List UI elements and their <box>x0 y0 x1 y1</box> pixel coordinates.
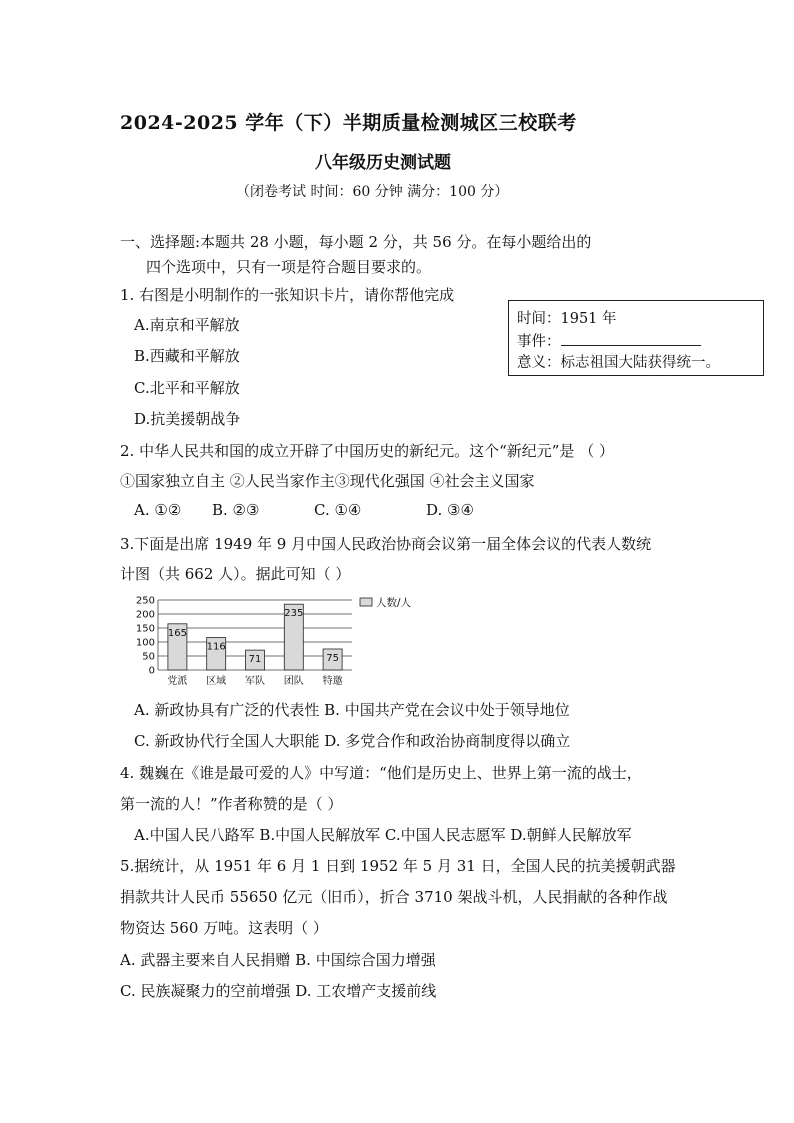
exam-info: （闭卷考试 时间：60 分钟 满分：100 分） <box>236 184 509 200</box>
question-2-option-d: D. ③④ <box>426 501 474 519</box>
card-event-row <box>517 330 701 351</box>
x-tick-label: 区域 <box>206 676 227 687</box>
question-4-stem-cont: 第一流的人！”作者称赞的是（ ） <box>120 795 343 813</box>
question-2-stem: 2. 中华人民共和国的成立开辟了中国历史的新纪元。这个“新纪元”是 （ ） <box>120 442 614 460</box>
question-4-stem: 4. 魏巍在《谁是最可爱的人》中写道：“他们是历史上、世界上第一流的战士， <box>120 764 642 782</box>
knowledge-card <box>508 300 764 376</box>
card-meaning: 意义：标志祖国大陆获得统一。 <box>517 355 720 371</box>
chart-y-ticks <box>136 596 155 677</box>
delegates-bar-chart <box>120 592 440 692</box>
question-3-options-cd: C. 新政协代行全国人大职能 D. 多党合作和政治协商制度得以确立 <box>134 732 571 750</box>
question-3-stem: 3.下面是出席 1949 年 9 月中国人民政治协商会议第一届全体会议的代表人数统 <box>120 535 652 553</box>
y-tick-label: 200 <box>135 609 155 621</box>
question-5-options-ab: A. 武器主要来自人民捐赠 B. 中国综合国力增强 <box>120 951 436 969</box>
question-2-items: ①国家独立自主 ②人民当家作主③现代化强国 ④社会主义国家 <box>120 472 535 490</box>
question-1-option-d: D.抗美援朝战争 <box>134 410 241 428</box>
question-3-options-ab: A. 新政协具有广泛的代表性 B. 中国共产党在会议中处于领导地位 <box>134 701 570 719</box>
card-event-label: 事件： <box>517 334 561 350</box>
y-tick-label: 50 <box>142 651 155 663</box>
bar-value-label: 116 <box>206 641 226 653</box>
exam-title: 2024-2025 学年（下）半期质量检测城区三校联考 <box>120 112 577 134</box>
chart-legend <box>360 596 412 609</box>
y-tick-label: 0 <box>148 665 155 677</box>
legend-swatch <box>360 598 372 606</box>
question-2-option-c: C. ①④ <box>314 501 362 519</box>
y-tick-label: 250 <box>135 595 155 607</box>
chart-x-ticks <box>167 674 342 687</box>
bar-value-label: 235 <box>284 608 304 620</box>
card-event-blank <box>561 333 701 346</box>
legend-label: 人数/人 <box>376 597 412 609</box>
y-tick-label: 150 <box>135 623 155 635</box>
question-1-option-c: C.北平和平解放 <box>134 379 240 397</box>
bar-value-label: 71 <box>248 654 262 666</box>
y-tick-label: 100 <box>135 637 155 649</box>
question-3-stem-cont: 计图（共 662 人）。据此可知（ ） <box>120 565 351 583</box>
question-1-option-b: B.西藏和平解放 <box>134 347 240 365</box>
question-2-option-b: B. ②③ <box>212 501 260 519</box>
question-5-stem: 5.据统计，从 1951 年 6 月 1 日到 1952 年 5 月 31 日，全国人民的抗美援朝武器 <box>120 857 676 875</box>
card-time: 时间：1951 年 <box>517 311 617 327</box>
x-tick-label: 特邀 <box>322 676 343 687</box>
x-tick-label: 党派 <box>167 676 188 687</box>
exam-subtitle: 八年级历史测试题 <box>315 153 451 173</box>
question-2-option-a: A. ①② <box>134 501 182 519</box>
question-5-stem-cont1: 捐款共计人民币 55650 亿元（旧币），折合 3710 架战斗机，人民捐献的各种作战 <box>120 888 668 906</box>
x-tick-label: 军队 <box>245 676 265 687</box>
section-heading: 一、选择题:本题共 28 小题，每小题 2 分，共 56 分。在每小题给出的 <box>120 233 592 251</box>
question-5-stem-cont2: 物资达 560 万吨。这表明（ ） <box>120 919 328 937</box>
question-1-stem: 1. 右图是小明制作的一张知识卡片，请你帮他完成 <box>120 286 455 304</box>
bar-value-label: 75 <box>326 653 339 664</box>
question-5-options-cd: C. 民族凝聚力的空前增强 D. 工农增产支援前线 <box>120 982 437 1000</box>
bar-value-label: 165 <box>167 627 187 639</box>
x-tick-label: 团队 <box>283 676 304 687</box>
question-1-option-a: A.南京和平解放 <box>134 316 240 334</box>
question-4-options: A.中国人民八路军 B.中国人民解放军 C.中国人民志愿军 D.朝鲜人民解放军 <box>134 826 632 844</box>
section-heading-cont: 四个选项中，只有一项是符合题目要求的。 <box>146 258 432 276</box>
